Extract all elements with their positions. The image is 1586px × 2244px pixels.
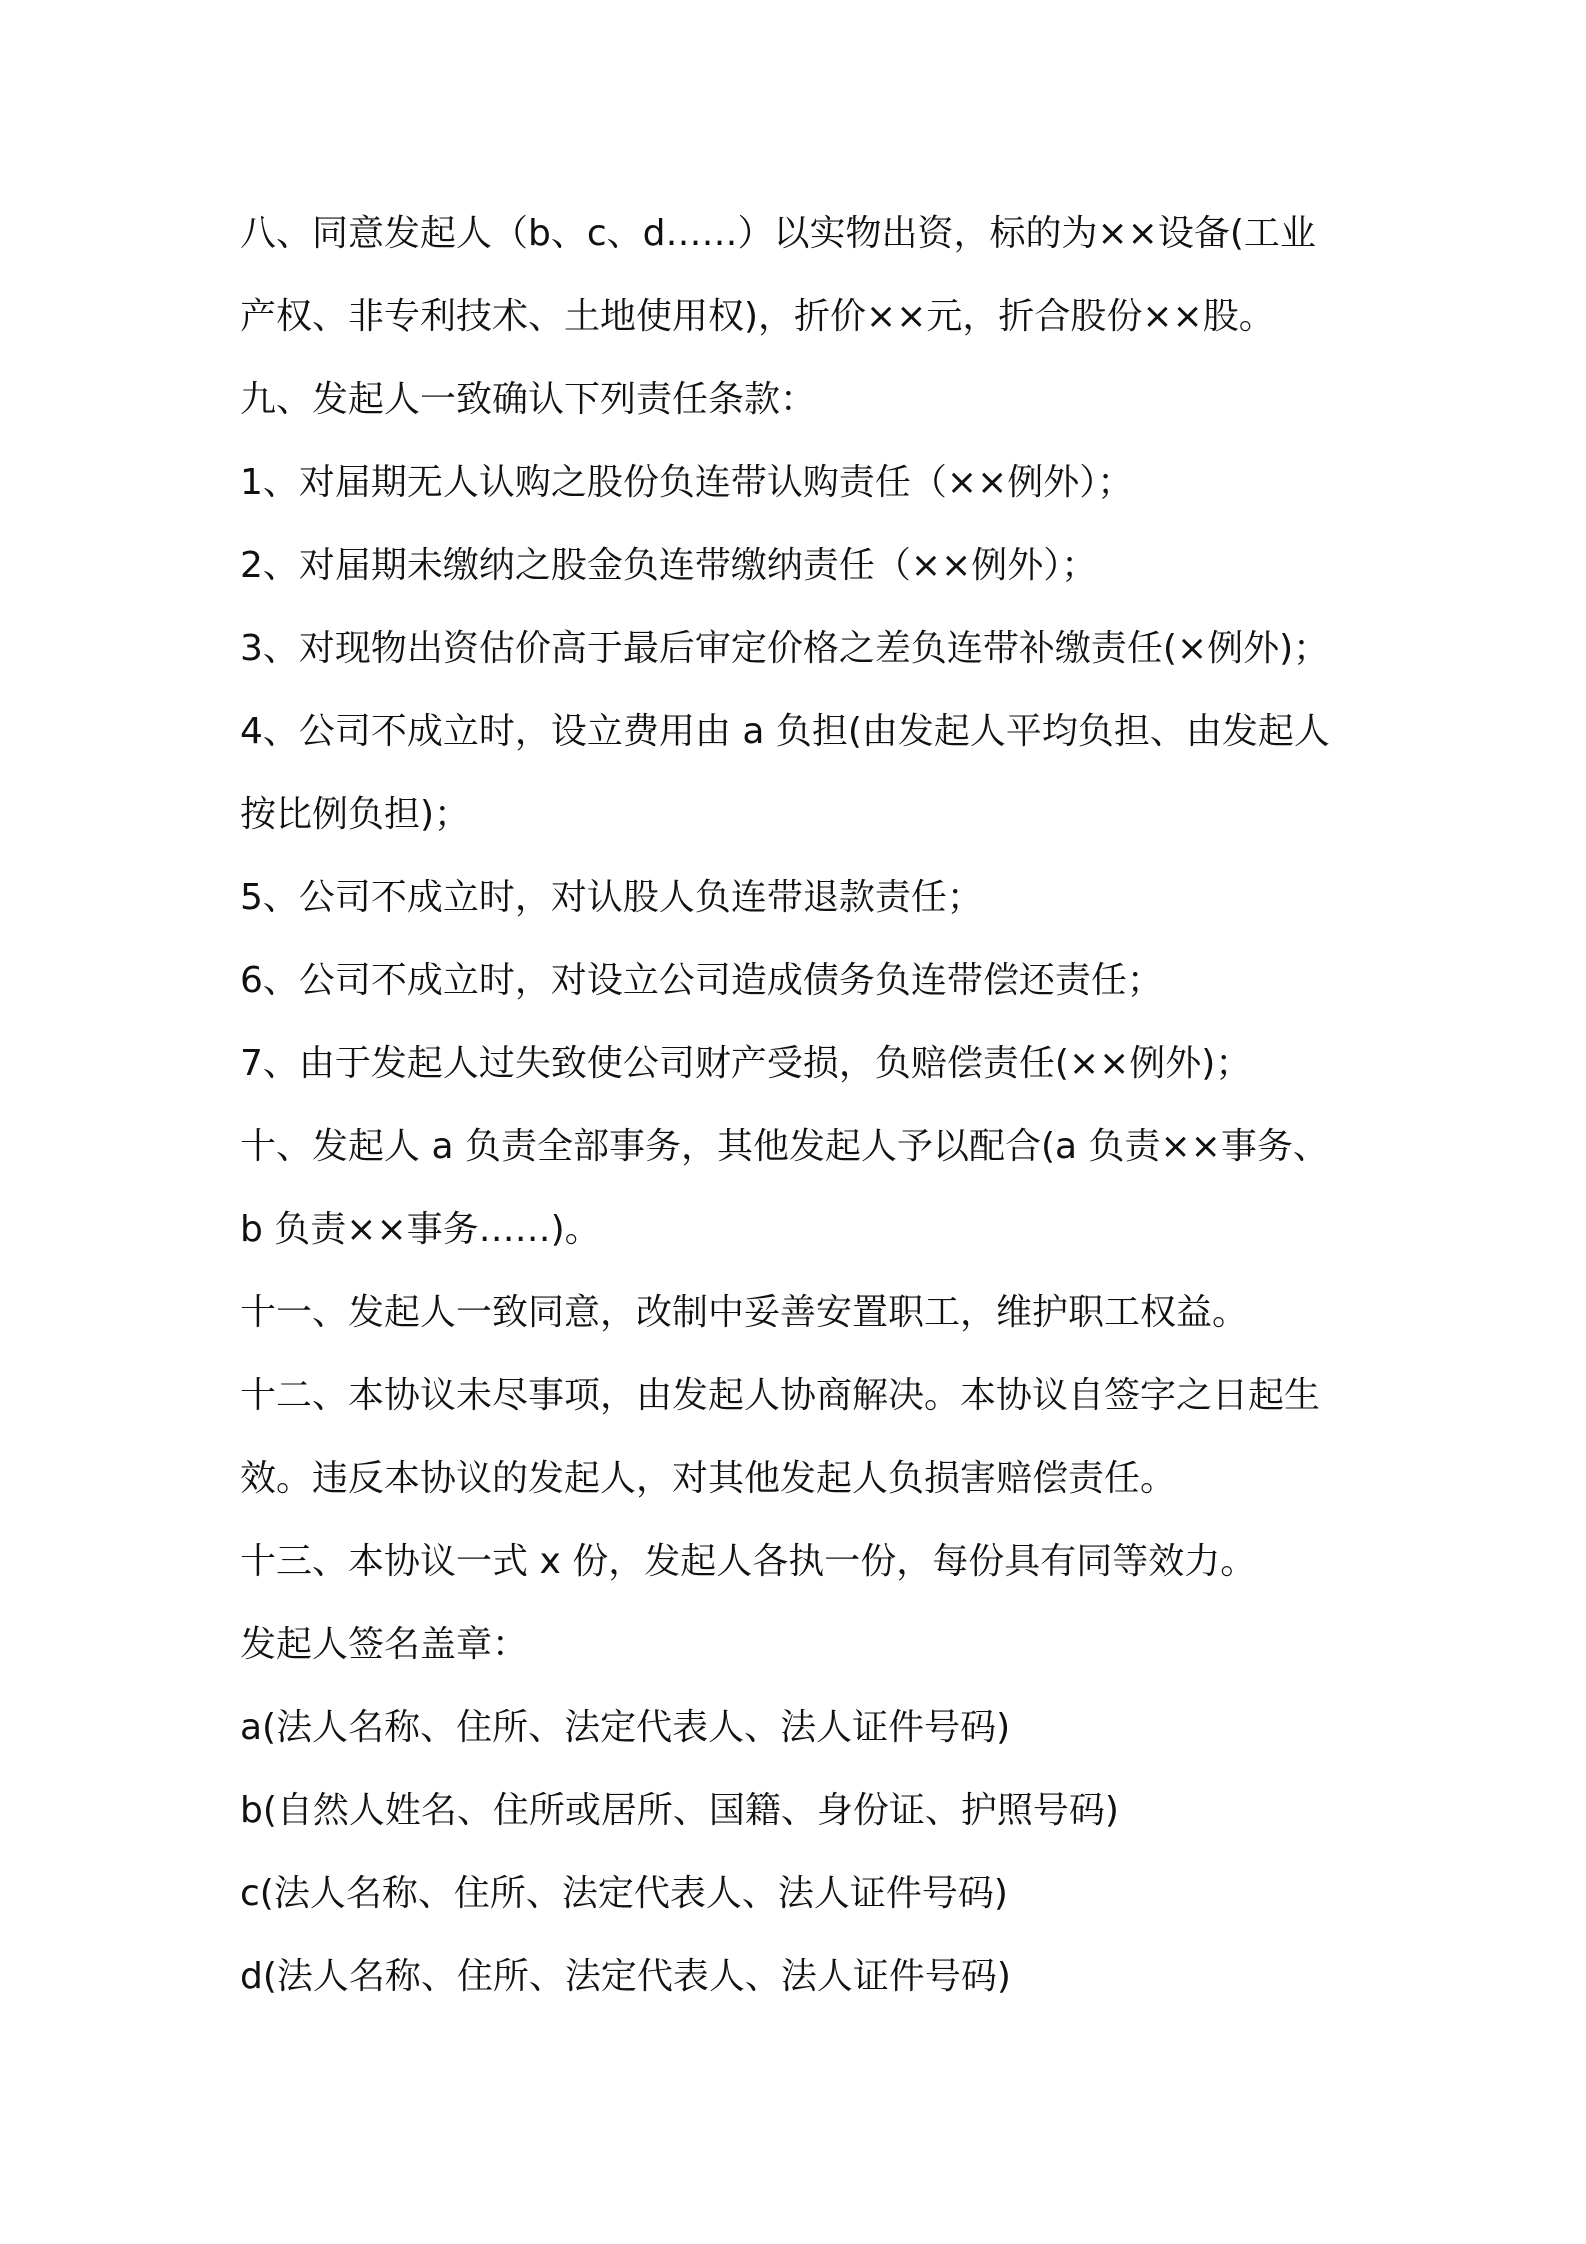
clause-8-line-2: 产权、非专利技术、土地使用权)，折价××元，折合股份××股。: [240, 296, 1275, 337]
clause-8-line-1: 八、同意发起人（b、c、d……）以实物出资，标的为××设备(工业: [240, 213, 1316, 254]
clause-9-item-7: 7、由于发起人过失致使公司财产受损，负赔偿责任(××例外)；: [240, 1043, 1252, 1084]
document-body: [240, 192, 1360, 2018]
signatory-c: c(法人名称、住所、法定代表人、法人证件号码): [240, 1873, 1008, 1914]
signatory-d: d(法人名称、住所、法定代表人、法人证件号码): [240, 1956, 1011, 1997]
clause-13: 十三、本协议一式 x 份，发起人各执一份，每份具有同等效力。: [240, 1541, 1257, 1582]
clause-10-line-2: b 负责××事务……)。: [240, 1209, 601, 1250]
clause-10-line-1: 十、发起人 a 负责全部事务，其他发起人予以配合(a 负责××事务、: [240, 1126, 1329, 1167]
signatory-a: a(法人名称、住所、法定代表人、法人证件号码): [240, 1707, 1011, 1748]
clause-9-item-4-line-1: 4、公司不成立时，设立费用由 a 负担(由发起人平均负担、由发起人: [240, 711, 1330, 752]
clause-9-heading: 九、发起人一致确认下列责任条款：: [240, 379, 817, 420]
clause-9-item-5: 5、公司不成立时，对认股人负连带退款责任；: [240, 877, 983, 918]
clause-12-line-2: 效。违反本协议的发起人，对其他发起人负损害赔偿责任。: [240, 1458, 1177, 1499]
clause-11: 十一、发起人一致同意，改制中妥善安置职工，维护职工权益。: [240, 1292, 1249, 1333]
clause-9-item-1: 1、对届期无人认购之股份负连带认购责任（××例外）；: [240, 462, 1134, 503]
clause-9-item-6: 6、公司不成立时，对设立公司造成债务负连带偿还责任；: [240, 960, 1163, 1001]
signature-heading: 发起人签名盖章：: [240, 1624, 529, 1665]
clause-9-item-3: 3、对现物出资估价高于最后审定价格之差负连带补缴责任(×例外)；: [240, 628, 1330, 669]
clause-12-line-1: 十二、本协议未尽事项，由发起人协商解决。本协议自签字之日起生: [240, 1375, 1321, 1416]
clause-9-item-2: 2、对届期未缴纳之股金负连带缴纳责任（××例外）；: [240, 545, 1098, 586]
signatory-b: b(自然人姓名、住所或居所、国籍、身份证、护照号码): [240, 1790, 1119, 1831]
clause-9-item-4-line-2: 按比例负担)；: [240, 794, 471, 835]
